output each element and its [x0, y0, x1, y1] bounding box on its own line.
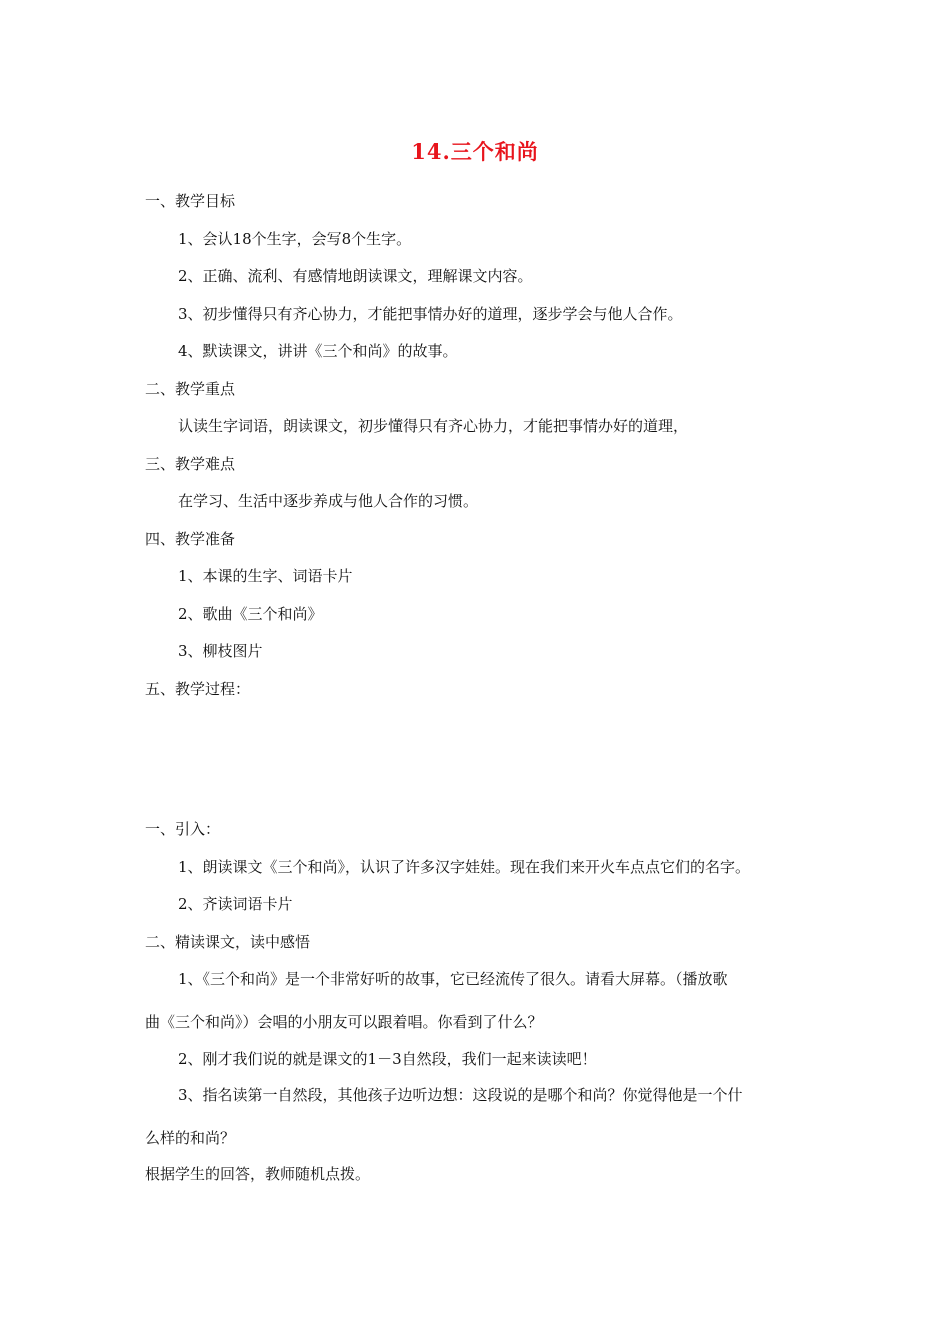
reading-item-3-line2: 么样的和尚？	[145, 1129, 236, 1147]
intro-item: 2、齐读词语卡片	[178, 895, 293, 913]
section-heading-key-points: 二、教学重点	[145, 380, 236, 398]
preparation-item: 1、本课的生字、词语卡片	[178, 567, 353, 585]
process-heading-reading: 二、精读课文，读中感悟	[145, 933, 311, 951]
page-title: 14.三个和尚	[411, 139, 539, 164]
teacher-note: 根据学生的回答，教师随机点拨。	[145, 1165, 371, 1183]
preparation-item: 3、柳枝图片	[178, 642, 263, 660]
difficulties-text: 在学习、生活中逐步养成与他人合作的习惯。	[178, 492, 479, 510]
goal-item: 2、正确、流利、有感情地朗读课文，理解课文内容。	[178, 267, 533, 285]
key-points-text: 认读生字词语，朗读课文，初步懂得只有齐心协力，才能把事情办好的道理，	[178, 417, 689, 435]
preparation-item: 2、歌曲《三个和尚》	[178, 605, 323, 623]
goal-item: 3、初步懂得只有齐心协力，才能把事情办好的道理，逐步学会与他人合作。	[178, 305, 683, 323]
reading-item-1-line2: 曲《三个和尚》）会唱的小朋友可以跟着唱。你看到了什么？	[145, 1013, 543, 1031]
section-heading-preparation: 四、教学准备	[145, 530, 236, 548]
goal-item: 4、默读课文，讲讲《三个和尚》的故事。	[178, 342, 458, 360]
reading-item-2: 2、刚才我们说的就是课文的1－3自然段，我们一起来读读吧！	[178, 1050, 597, 1068]
reading-item-1-line1: 1、《三个和尚》是一个非常好听的故事，它已经流传了很久。请看大屏幕。（播放歌	[178, 970, 728, 988]
process-heading-intro: 一、引入：	[145, 820, 221, 838]
section-heading-goals: 一、教学目标	[145, 192, 236, 210]
intro-item: 1、朗读课文《三个和尚》，认识了许多汉字娃娃。现在我们来开火车点点它们的名字。	[178, 858, 751, 876]
section-heading-process: 五、教学过程：	[145, 680, 251, 698]
section-heading-difficulties: 三、教学难点	[145, 455, 236, 473]
reading-item-3-line1: 3、指名读第一自然段，其他孩子边听边想：这段说的是哪个和尚？你觉得他是一个什	[178, 1086, 743, 1104]
goal-item: 1、会认18个生字，会写8个生字。	[178, 230, 412, 248]
